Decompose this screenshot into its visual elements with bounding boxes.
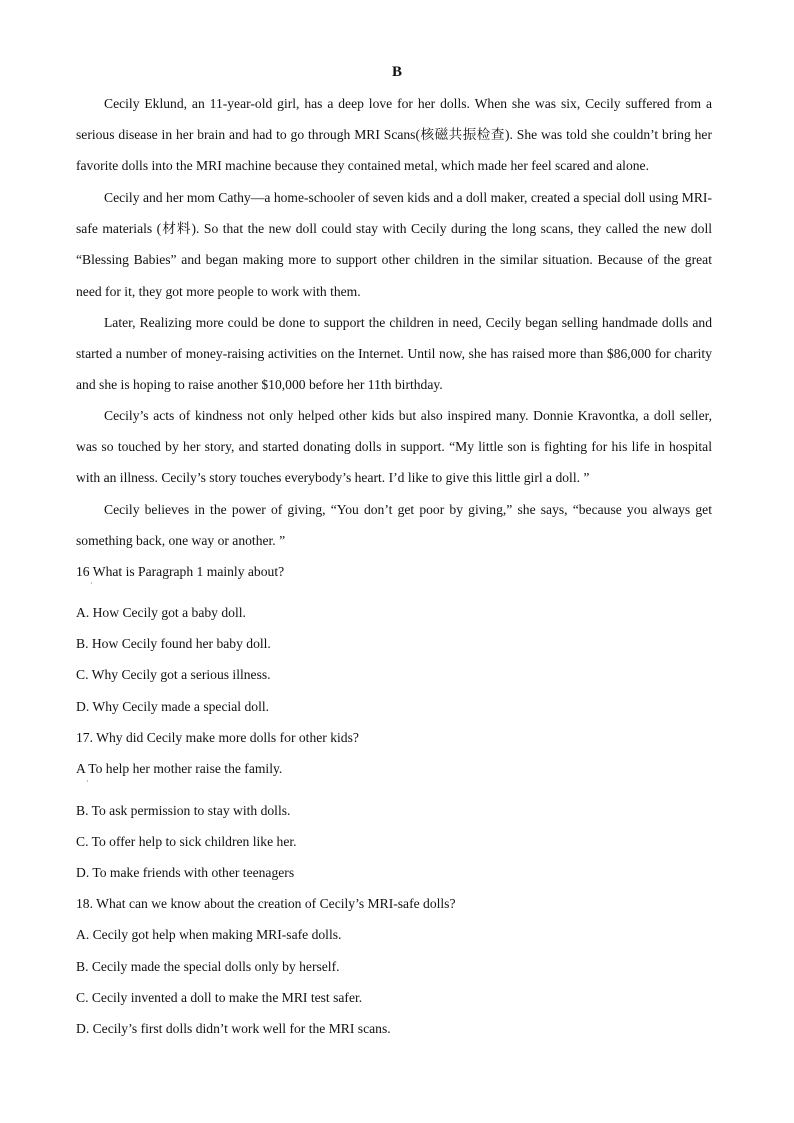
question-18-option-a[interactable]: A. Cecily got help when making MRI-safe dolls.: [76, 927, 342, 942]
dot-mark: ·: [90, 579, 93, 588]
passage-paragraph-1: Cecily Eklund, an 11-year-old girl, has a deep love for her dolls. When she was six, Cecily suffered from a serious disease in her brain and had to go through MRI Scans(核磁共振检查). She was told she couldn’t bring her favorite dolls into the MRI machine because they contained metal, which made her feel scared and alone.: [76, 96, 712, 174]
passage-paragraph-4: Cecily’s acts of kindness not only helped other kids but also inspired many. Donnie Kravontka, a doll seller, was so touched by her story, and started donating dolls in support. “My little son is fighting for his life in hospital with an illness. Cecily’s story touches everybody’s heart. I’d like to give this little girl a doll. ”: [76, 408, 712, 486]
dot-mark: ·: [86, 777, 89, 786]
passage-paragraph-2: Cecily and her mom Cathy—a home-schooler of seven kids and a doll maker, created a special doll using MRI-safe materials (材料). So that the new doll could stay with Cecily during the long scans, they called the new doll “Blessing Babies” and began making more to support other children in the similar situation. Because of the great need for it, they got more people to work with them.: [76, 190, 712, 299]
question-16-option-c[interactable]: C. Why Cecily got a serious illness.: [76, 667, 271, 682]
question-16-option-b[interactable]: B. How Cecily found her baby doll.: [76, 636, 271, 651]
question-16-stem: 16 What is Paragraph 1 mainly about?: [76, 564, 285, 579]
question-16-option-d[interactable]: D. Why Cecily made a special doll.: [76, 699, 270, 714]
question-17-stem: 17. Why did Cecily make more dolls for other kids?: [76, 730, 359, 745]
question-18-option-d[interactable]: D. Cecily’s first dolls didn’t work well for the MRI scans.: [76, 1021, 391, 1036]
question-17-option-b[interactable]: B. To ask permission to stay with dolls.: [76, 803, 291, 818]
question-17-option-c[interactable]: C. To offer help to sick children like her.: [76, 834, 297, 849]
question-18-option-c[interactable]: C. Cecily invented a doll to make the MRI test safer.: [76, 990, 363, 1005]
question-18-stem: 18. What can we know about the creation of Cecily’s MRI-safe dolls?: [76, 896, 456, 911]
question-16-option-a[interactable]: A. How Cecily got a baby doll.: [76, 605, 246, 620]
question-17-option-a[interactable]: A To help her mother raise the family.: [76, 761, 283, 776]
question-17-option-d[interactable]: D. To make friends with other teenagers: [76, 865, 295, 880]
passage-paragraph-3: Later, Realizing more could be done to support the children in need, Cecily began selling handmade dolls and started a number of money-raising activities on the Internet. Until now, she has raised more than $86,000 for charity and she is hoping to raise another $10,000 before her 11th birthday.: [76, 315, 712, 393]
section-title: B: [391, 64, 402, 80]
passage-paragraph-5: Cecily believes in the power of giving, “You don’t get poor by giving,” she says, “because you always get something back, one way or another. ”: [76, 502, 712, 549]
question-18-option-b[interactable]: B. Cecily made the special dolls only by herself.: [76, 959, 340, 974]
